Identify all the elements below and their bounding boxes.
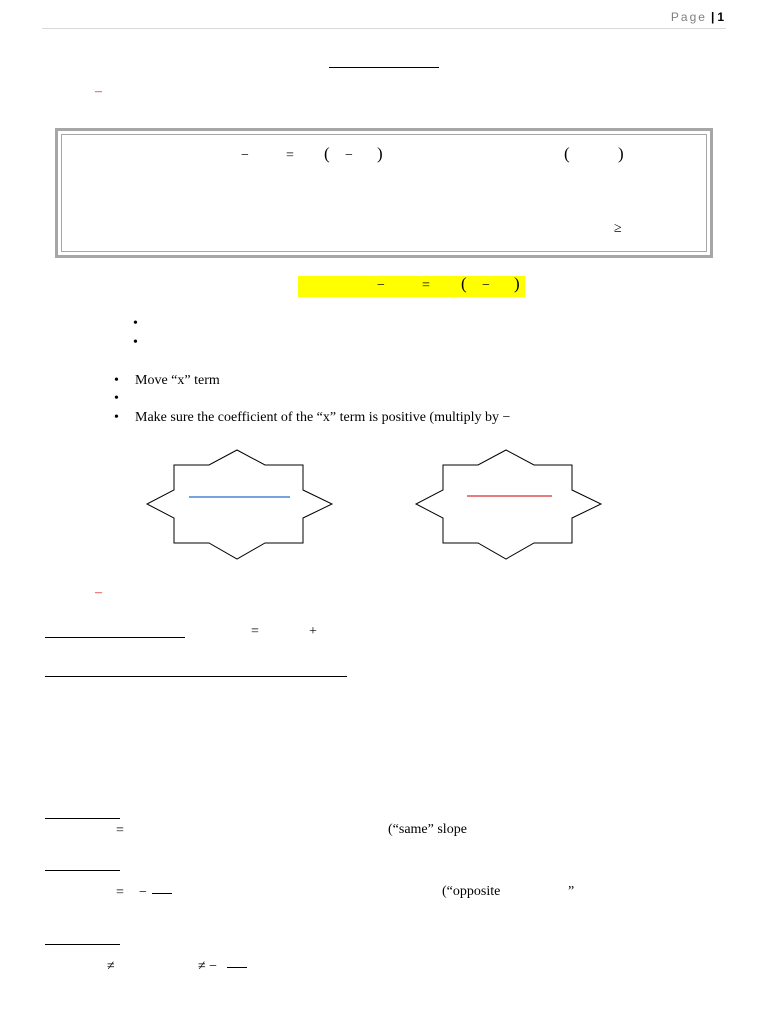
step-dot-3: • <box>114 410 119 425</box>
page-label: Page <box>670 10 707 24</box>
red-dash-1: – <box>95 84 102 99</box>
bullet-dot-2: • <box>133 335 138 350</box>
formula-box-inner <box>61 134 707 252</box>
neither-underline <box>45 944 120 945</box>
box-paren-open-1: ( <box>324 144 330 163</box>
box-geq: ≥ <box>614 221 622 236</box>
box-paren-close-2: ) <box>618 144 624 163</box>
hl-paren-close: ) <box>514 274 520 293</box>
star-shape-right <box>409 445 609 565</box>
header-rule <box>42 28 726 29</box>
step-dot-1: • <box>114 373 119 388</box>
perp-equals: = <box>116 885 124 900</box>
title-underline <box>329 67 439 68</box>
hl-equals: = <box>422 278 430 293</box>
section-underline <box>45 676 347 677</box>
box-paren-open-2: ( <box>564 144 570 163</box>
star-shape-left <box>140 445 340 565</box>
perp-fraction-bar <box>152 893 172 894</box>
page-number: 1 <box>717 10 724 24</box>
eq-equals: = <box>251 624 259 639</box>
neither-fraction-bar <box>227 967 247 968</box>
neither-neq-1: ≠ <box>107 959 115 974</box>
box-equals: = <box>286 148 294 163</box>
parallel-note: (“same” slope <box>388 822 467 837</box>
bullet-dot-1: • <box>133 316 138 331</box>
red-dash-2: – <box>95 585 102 600</box>
perpendicular-underline <box>45 870 120 871</box>
box-paren-close-1: ) <box>377 144 383 163</box>
step-3: Make sure the coefficient of the “x” term is positive (multiply by − <box>135 410 511 425</box>
box-minus-2: − <box>345 148 353 163</box>
perp-minus: − <box>139 885 147 900</box>
perp-note: (“opposite <box>442 884 501 899</box>
highlighted-equation <box>298 276 525 297</box>
blank-underline-1 <box>45 637 185 638</box>
parallel-equals: = <box>116 823 124 838</box>
hl-minus-2: − <box>482 278 490 293</box>
hl-minus-1: − <box>377 278 385 293</box>
neither-neq-2: ≠ − <box>198 959 218 974</box>
page-header <box>671 10 724 24</box>
page-separator: | <box>710 10 715 24</box>
hl-paren-open: ( <box>461 274 467 293</box>
perp-close-quote: ” <box>568 884 575 899</box>
step-1: Move “x” term <box>135 373 220 388</box>
parallel-underline <box>45 818 120 819</box>
step-dot-2: • <box>114 391 119 406</box>
box-minus-1: − <box>241 148 249 163</box>
formula-box <box>55 128 713 258</box>
eq-plus: + <box>309 624 317 639</box>
